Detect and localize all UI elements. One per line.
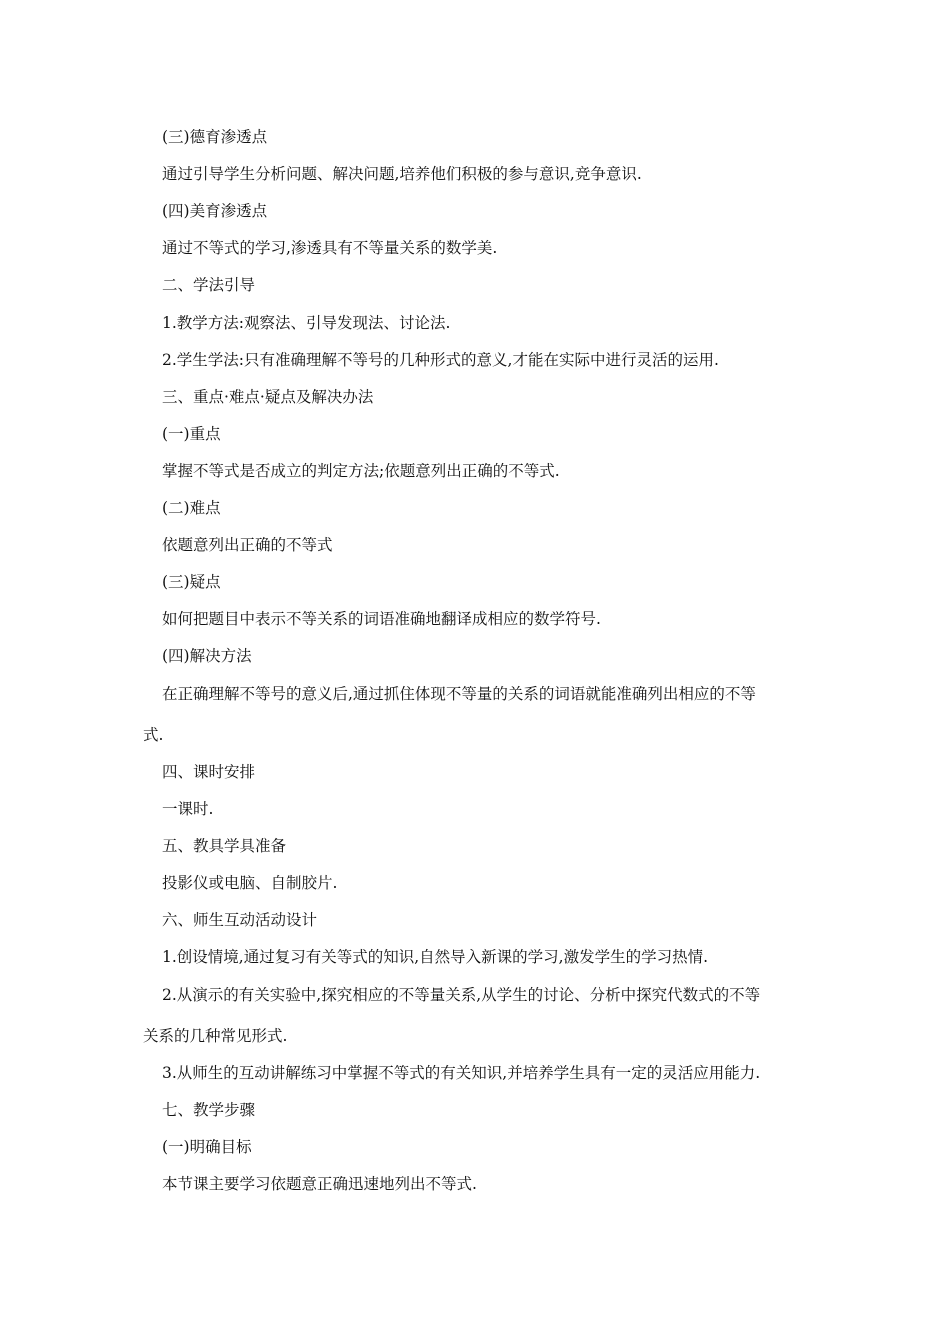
subheading-key-point: (一)重点 (162, 425, 221, 443)
paragraph-moral-education: 通过引导学生分析问题、解决问题,培养他们积极的参与意识,竞争意识. (162, 165, 642, 183)
section-heading-schedule: 四、课时安排 (162, 763, 256, 781)
paragraph-interaction-2: 2.从演示的有关实验中,探究相应的不等量关系,从学生的讨论、分析中探究代数式的不等 (162, 986, 761, 1004)
paragraph-clear-objectives: 本节课主要学习依题意正确迅速地列出不等式. (162, 1175, 477, 1193)
section-heading-moral-education: (三)德育渗透点 (162, 128, 268, 146)
paragraph-teaching-aids: 投影仪或电脑、自制胶片. (162, 874, 338, 892)
paragraph-difficulty: 依题意列出正确的不等式 (162, 536, 333, 554)
paragraph-student-methods: 2.学生学法:只有准确理解不等号的几种形式的意义,才能在实际中进行灵活的运用. (162, 351, 719, 369)
paragraph-solution: 在正确理解不等号的意义后,通过抓住体现不等量的关系的词语就能准确列出相应的不等 (162, 685, 756, 703)
paragraph-key-point: 掌握不等式是否成立的判定方法;依题意列出正确的不等式. (162, 462, 560, 480)
section-heading-aesthetic-education: (四)美育渗透点 (162, 202, 268, 220)
paragraph-interaction-3: 3.从师生的互动讲解练习中掌握不等式的有关知识,并培养学生具有一定的灵活应用能力. (162, 1064, 761, 1082)
paragraph-schedule: 一课时. (162, 800, 214, 818)
paragraph-doubt: 如何把题目中表示不等关系的词语准确地翻译成相应的数学符号. (162, 610, 601, 628)
paragraph-interaction-1: 1.创设情境,通过复习有关等式的知识,自然导入新课的学习,激发学生的学习热情. (162, 948, 708, 966)
subheading-doubt: (三)疑点 (162, 573, 221, 591)
section-heading-interaction-design: 六、师生互动活动设计 (162, 911, 318, 929)
subheading-difficulty: (二)难点 (162, 499, 221, 517)
section-heading-study-methods: 二、学法引导 (162, 276, 256, 294)
paragraph-teaching-methods: 1.教学方法:观察法、引导发现法、讨论法. (162, 314, 451, 332)
section-heading-key-points: 三、重点·难点·疑点及解决办法 (162, 388, 374, 406)
paragraph-solution-continued: 式. (143, 726, 164, 744)
subheading-solution: (四)解决方法 (162, 647, 252, 665)
section-heading-teaching-steps: 七、教学步骤 (162, 1101, 256, 1119)
paragraph-interaction-2-continued: 关系的几种常见形式. (143, 1027, 288, 1045)
subheading-clear-objectives: (一)明确目标 (162, 1138, 252, 1156)
section-heading-teaching-aids: 五、教具学具准备 (162, 837, 287, 855)
paragraph-aesthetic-education: 通过不等式的学习,渗透具有不等量关系的数学美. (162, 239, 498, 257)
